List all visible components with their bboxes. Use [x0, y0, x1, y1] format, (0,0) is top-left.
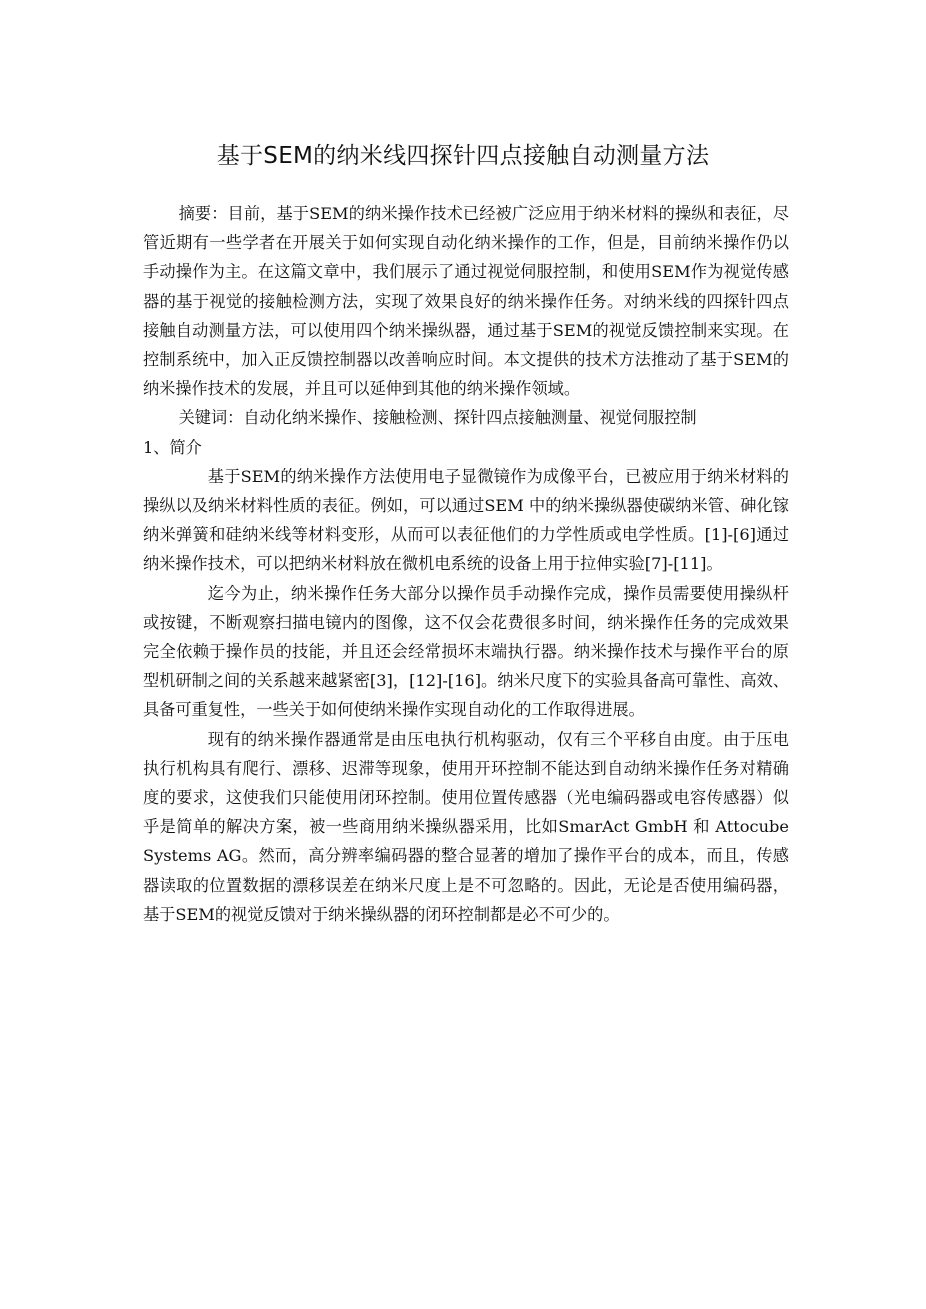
abstract-paragraph: 摘要：目前，基于SEM的纳米操作技术已经被广泛应用于纳米材料的操纵和表征，尽管近期有一些学者在开展关于如何实现自动化纳米操作的工作，但是，目前纳米操作仍以手动操作为主。在这篇文章中，我们展示了通过视觉伺服控制，和使用SEM作为视觉传感器的基于视觉的接触检测方法，实现了效果良好的纳米操作任务。对纳米线的四探针四点接触自动测量方法，可以使用四个纳米操纵器，通过基于SEM的视觉反馈控制来实现。在控制系统中，加入正反馈控制器以改善响应时间。本文提供的技术方法推动了基于SEM的纳米操作技术的发展，并且可以延伸到其他的纳米操作领域。: [143, 204, 789, 399]
body-paragraph: 基于SEM的纳米操作方法使用电子显微镜作为成像平台，已被应用于纳米材料的操纵以及纳米材料性质的表征。例如，可以通过SEM 中的纳米操纵器使碳纳米管、砷化镓纳米弹簧和硅纳米线等材料变形，从而可以表征他们的力学性质或电学性质。[1]-[6]通过纳米操作技术，可以把纳米材料放在微机电系统的设备上用于拉伸实验[7]-[11]。: [143, 466, 789, 574]
body-paragraph: 迄今为止，纳米操作任务大部分以操作员手动操作完成，操作员需要使用操纵杆或按键，不断观察扫描电镜内的图像，这不仅会花费很多时间，纳米操作任务的完成效果完全依赖于操作员的技能，并且还会经常损坏末端执行器。纳米操作技术与操作平台的原型机研制之间的关系越来越紧密[3]，[12]-[16]。纳米尺度下的实验具备高可靠性、高效、具备可重复性，一些关于如何使纳米操作实现自动化的工作取得进展。: [143, 583, 789, 720]
section-heading: 1、简介: [143, 437, 202, 457]
page-title: 基于SEM的纳米线四探针四点接触自动测量方法: [216, 143, 710, 169]
document-body: [143, 199, 789, 929]
body-paragraph: 现有的纳米操作器通常是由压电执行机构驱动，仅有三个平移自由度。由于压电执行机构具有爬行、漂移、迟滞等现象，使用开环控制不能达到自动纳米操作任务对精确度的要求，这使我们只能使用闭环控制。使用位置传感器（光电编码器或电容传感器）似乎是简单的解决方案，被一些商用纳米操纵器采用，比如SmarAct GmbH 和 Attocube Systems AG。然而，高分辨率编码器的整合显著的增加了操作平台的成本，而且，传感器读取的位置数据的漂移误差在纳米尺度上是不可忽略的。因此，无论是否使用编码器，基于SEM的视觉反馈对于纳米操纵器的闭环控制都是必不可少的。: [143, 729, 789, 924]
keywords-line: 关键词：自动化纳米操作、接触检测、探针四点接触测量、视觉伺服控制: [178, 408, 697, 428]
